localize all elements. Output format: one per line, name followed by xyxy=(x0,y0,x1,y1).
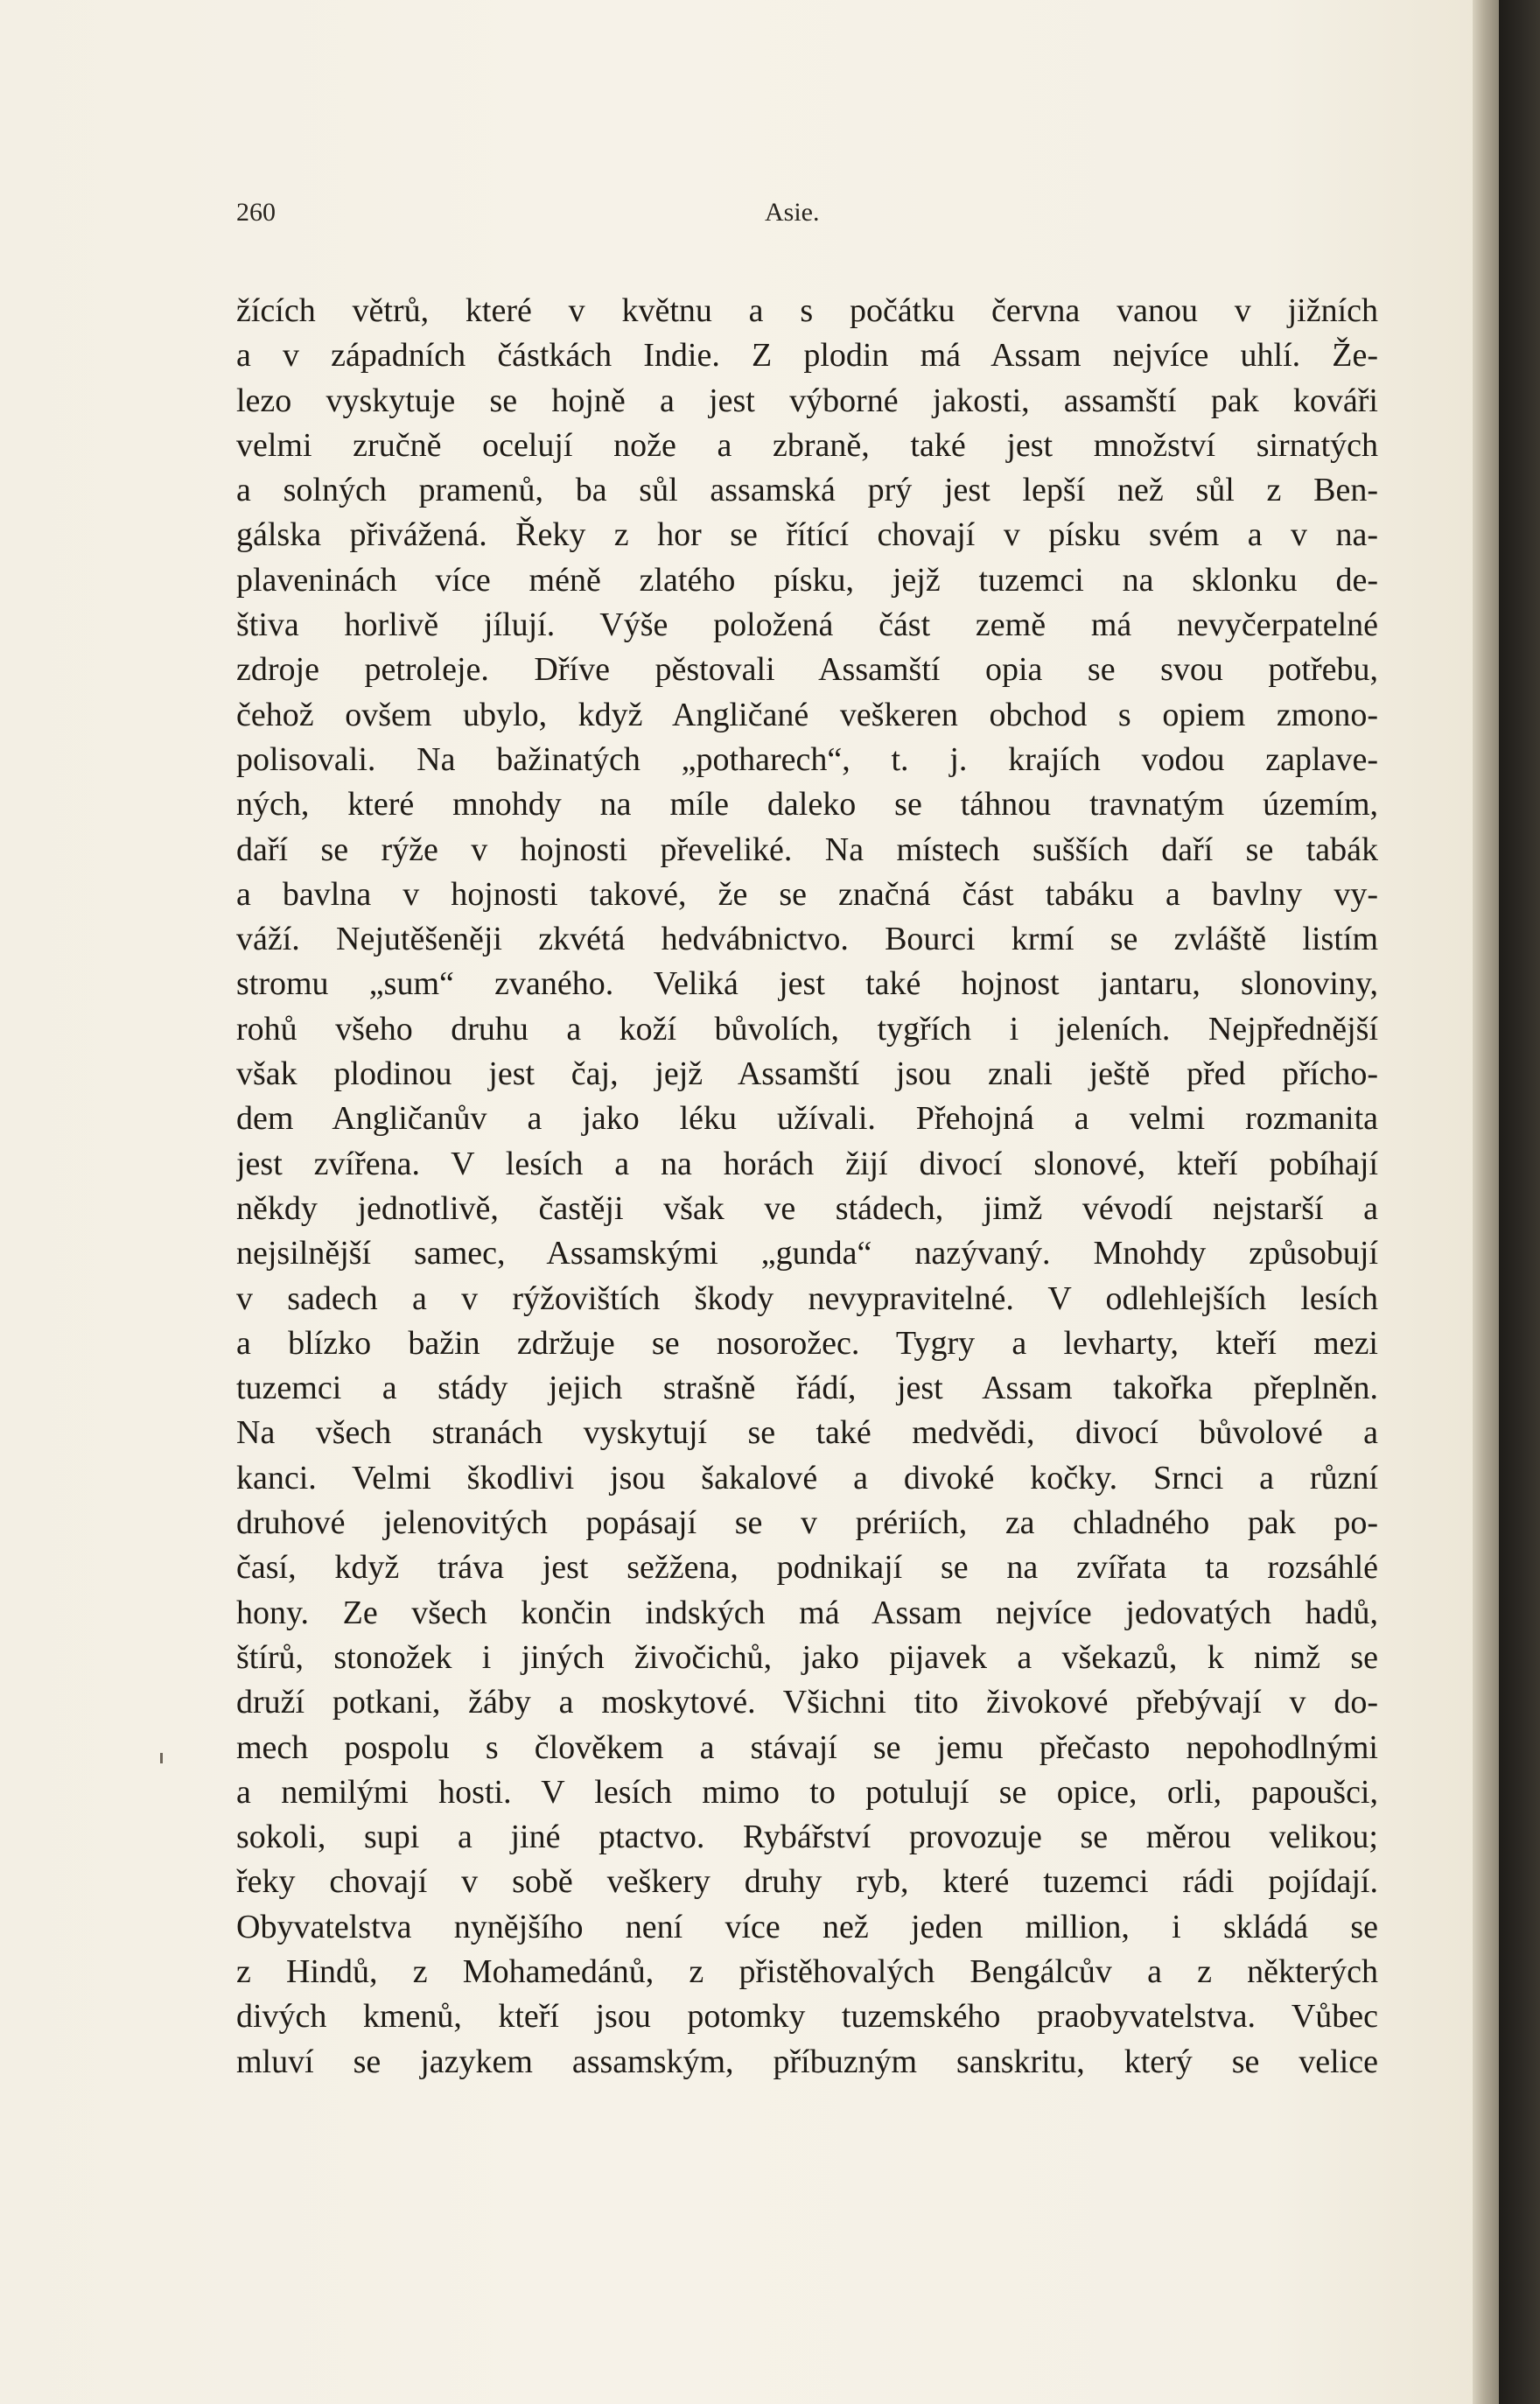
text-line: lezo vyskytuje se hojně a jest výborné jakosti, assamští pak kováři xyxy=(236,382,1378,419)
text-line: tuzemci a stády jejich strašně řádí, jest Assam takořka přeplněn. xyxy=(236,1370,1378,1407)
text-line: hony. Ze všech končin indských má Assam nejvíce jedovatých hadů, xyxy=(236,1594,1378,1631)
text-line: polisovali. Na bažinatých „potharech“, t. j. krajích vodou zaplave- xyxy=(236,740,1378,778)
text-line: štírů, stonožek i jiných živočichů, jako pijavek a všekazů, k nimž se xyxy=(236,1638,1378,1676)
text-line: a nemilými hosti. V lesích mimo to potulují se opice, orli, papoušci, xyxy=(236,1773,1378,1811)
text-line: žících větrů, které v květnu a s počátku června vanou v jižních xyxy=(236,292,1378,329)
book-spine xyxy=(1499,0,1540,2404)
text-line: divých kmenů, kteří jsou potomky tuzemského praobyvatelstva. Vůbec xyxy=(236,1998,1378,2036)
text-line: a solných pramenů, ba sůl assamská prý jest lepší než sůl z Ben- xyxy=(236,472,1378,509)
text-line: někdy jednotlivě, častěji však ve stádech, jimž vévodí nejstarší a xyxy=(236,1189,1378,1227)
text-line: druží potkani, žáby a moskytové. Všichni tito živokové přebývají v do- xyxy=(236,1684,1378,1721)
text-line: sokoli, supi a jiné ptactvo. Rybářství provozuje se měrou velikou; xyxy=(236,1819,1378,1856)
text-line: však plodinou jest čaj, jejž Assamští jsou znali ještě před přícho- xyxy=(236,1055,1378,1093)
text-line: řeky chovají v sobě veškery druhy ryb, které tuzemci rádi pojídají. xyxy=(236,1863,1378,1901)
running-head xyxy=(236,198,1361,233)
text-line: zdroje petroleje. Dříve pěstovali Assamští opia se svou potřebu, xyxy=(236,651,1378,689)
text-line: Obyvatelstva nynějšího není více než jeden million, i skládá se xyxy=(236,1908,1378,1945)
text-line: štiva horlivě jílují. Výše položená část země má nevyčerpatelné xyxy=(236,606,1378,644)
text-line: jest zvířena. V lesích a na horách žijí divocí slonové, kteří pobíhají xyxy=(236,1145,1378,1182)
text-line: daří se rýže v hojnosti převeliké. Na místech sušších daří se tabák xyxy=(236,831,1378,868)
text-line: velmi zručně ocelují nože a zbraně, také jest množství sirnatých xyxy=(236,426,1378,464)
text-line: nejsilnější samec, Assamskými „gunda“ nazývaný. Mnohdy způsobují xyxy=(236,1235,1378,1272)
text-line: a blízko bažin zdržuje se nosorožec. Tygry a levharty, kteří mezi xyxy=(236,1324,1378,1362)
page-number: 260 xyxy=(236,198,276,227)
text-line: časí, když tráva jest sežžena, podnikají se na zvířata ta rozsáhlé xyxy=(236,1549,1378,1587)
text-line: Na všech stranách vyskytují se také medvědi, divocí bůvolové a xyxy=(236,1414,1378,1452)
text-line: čehož ovšem ubylo, když Angličané veškeren obchod s opiem zmono- xyxy=(236,696,1378,733)
text-line: dem Angličanův a jako léku užívali. Přehojná a velmi rozmanita xyxy=(236,1100,1378,1138)
text-line: mluví se jazykem assamským, příbuzným sanskritu, který se velice xyxy=(236,2043,1378,2080)
text-line: stromu „sum“ zvaného. Veliká jest také hojnost jantaru, slonoviny, xyxy=(236,965,1378,1003)
text-line: a v západních částkách Indie. Z plodin má Assam nejvíce uhlí. Že- xyxy=(236,337,1378,375)
body-text xyxy=(236,289,1378,2085)
text-line: gálska přivážená. Řeky z hor se řítící chovají v písku svém a v na- xyxy=(236,516,1378,554)
running-title: Asie. xyxy=(765,198,820,227)
text-line: plaveninách více méně zlatého písku, jejž tuzemci na sklonku de- xyxy=(236,561,1378,599)
text-line: váží. Nejutěšeněji zkvétá hedvábnictvo. Bourci krmí se zvláště listím xyxy=(236,921,1378,958)
margin-mark xyxy=(160,1753,163,1763)
text-line: v sadech a v rýžovištích škody nevypravitelné. V odlehlejších lesích xyxy=(236,1279,1378,1317)
text-line: kanci. Velmi škodlivi jsou šakalové a divoké kočky. Srnci a různí xyxy=(236,1459,1378,1496)
text-line: a bavlna v hojnosti takové, že se značná část tabáku a bavlny vy- xyxy=(236,875,1378,913)
text-line: z Hindů, z Mohamedánů, z přistěhovalých Bengálcův a z některých xyxy=(236,1952,1378,1990)
page-edge xyxy=(1473,0,1499,2404)
text-line: rohů všeho druhu a koží bůvolích, tygřích i jeleních. Nejpřednější xyxy=(236,1010,1378,1048)
text-line: druhové jelenovitých popásají se v prériích, za chladného pak po- xyxy=(236,1504,1378,1542)
text-line: mech pospolu s člověkem a stávají se jemu přečasto nepohodlnými xyxy=(236,1728,1378,1766)
text-line: ných, které mnohdy na míle daleko se táhnou travnatým územím, xyxy=(236,786,1378,824)
